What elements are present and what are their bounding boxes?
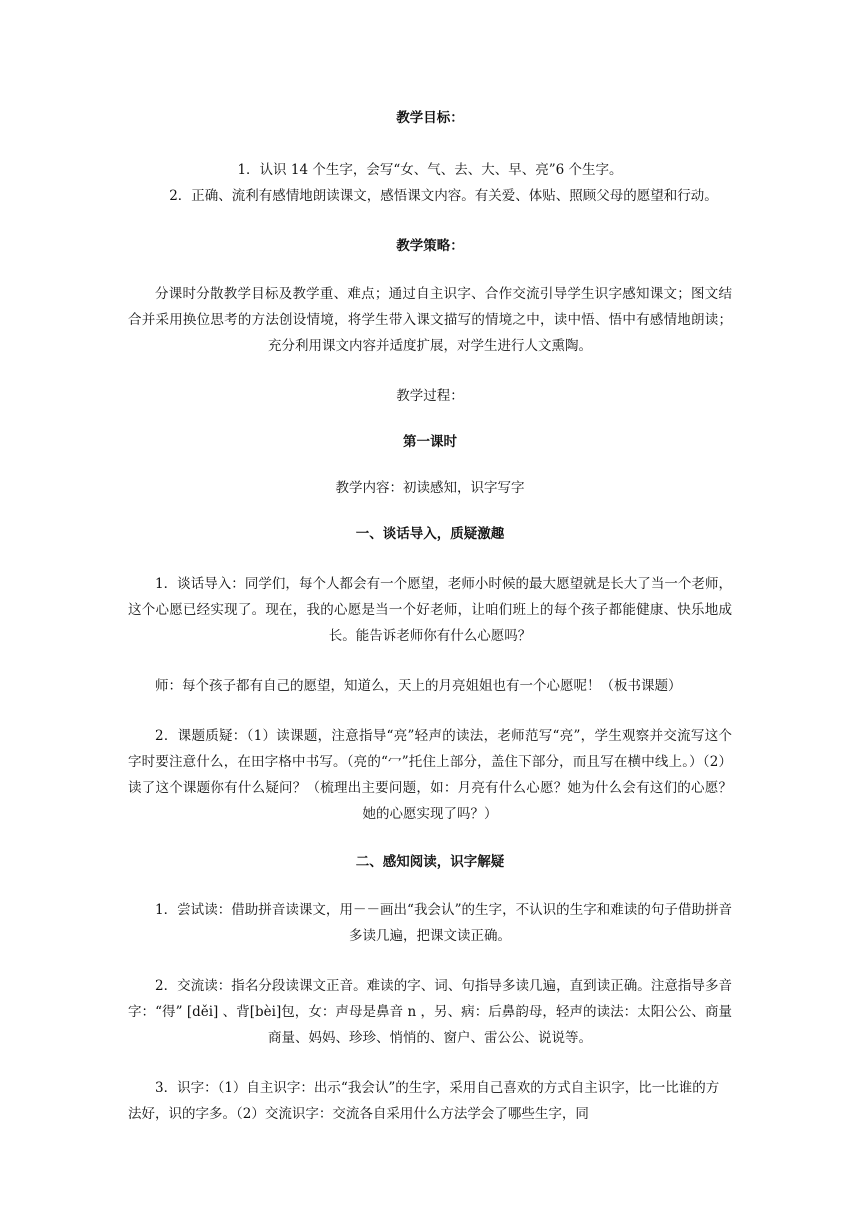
section2-para-1: 1．尝试读：借助拼音读课文，用－－画出“我会认”的生字，不认识的生字和难读的句子借助拼音多读几遍，把课文读正确。 <box>155 902 732 944</box>
lesson-content: 教学内容：初读感知，识字写字 <box>335 480 525 496</box>
goal-item-1: 1．认识 14 个生字，会写“女、气、去、大、早、亮”6 个生字。 <box>237 162 623 178</box>
strategy-title: 教学策略： <box>396 238 464 254</box>
goals-title: 教学目标： <box>396 110 464 126</box>
document-page <box>128 100 732 1127</box>
section1-title: 一、谈话导入，质疑激趣 <box>355 526 505 542</box>
section1-para-3: 2．课题质疑：（1）读课题，注意指导“亮”轻声的读法，老师范写“亮”，学生观察并交流写这个字时要注意什么，在田字格中书写。（亮的“冖”托住上部分，盖住下部分，而且写在横中线上。）（2）读了这个课题你有什么疑问？（梳理出主要问题，如：月亮有什么心愿？她为什么会有这们的心愿？她的心愿实现了吗？） <box>128 728 732 822</box>
process-title: 教学过程： <box>396 388 464 404</box>
strategy-text: 分课时分散教学目标及教学重、难点；通过自主识字、合作交流引导学生识字感知课文；图文结合并采用换位思考的方法创设情境，将学生带入课文描写的情境之中，读中悟、悟中有感情地朗读；充分利用课文内容并适度扩展，对学生进行人文熏陶。 <box>128 286 732 354</box>
lesson-title: 第一课时 <box>403 434 457 450</box>
goal-item-2: 2．正确、流利有感情地朗读课文，感悟课文内容。有关爱、体贴、照顾父母的愿望和行动。 <box>169 188 718 204</box>
section2-para-2: 2．交流读：指名分段读课文正音。难读的字、词、句指导多读几遍，直到读正确。注意指导多音字：“得” [děi] 、背[bèi]包，女：声母是鼻音 n ，另、病：后鼻韵母，轻声的读法：太阳公公、商量商量、妈妈、珍珍、悄悄的、窗户、雷公公、说说等。 <box>128 978 732 1046</box>
section1-para-2: 师：每个孩子都有自己的愿望，知道么，天上的月亮姐姐也有一个心愿呢！（板书课题） <box>155 678 682 694</box>
section1-para-1: 1．谈话导入：同学们，每个人都会有一个愿望，老师小时候的最大愿望就是长大了当一个老师，这个心愿已经实现了。现在，我的心愿是当一个好老师，让咱们班上的每个孩子都能健康、快乐地成长。能告诉老师你有什么心愿吗？ <box>128 576 732 644</box>
section2-title: 二、感知阅读，识字解疑 <box>355 854 505 870</box>
section2-para-3: 3．识字：（1）自主识字：出示“我会认”的生字，采用自己喜欢的方式自主识字，比一比谁的方法好，识的字多。（2）交流识字：交流各自采用什么方法学会了哪些生字，同 <box>128 1080 720 1122</box>
